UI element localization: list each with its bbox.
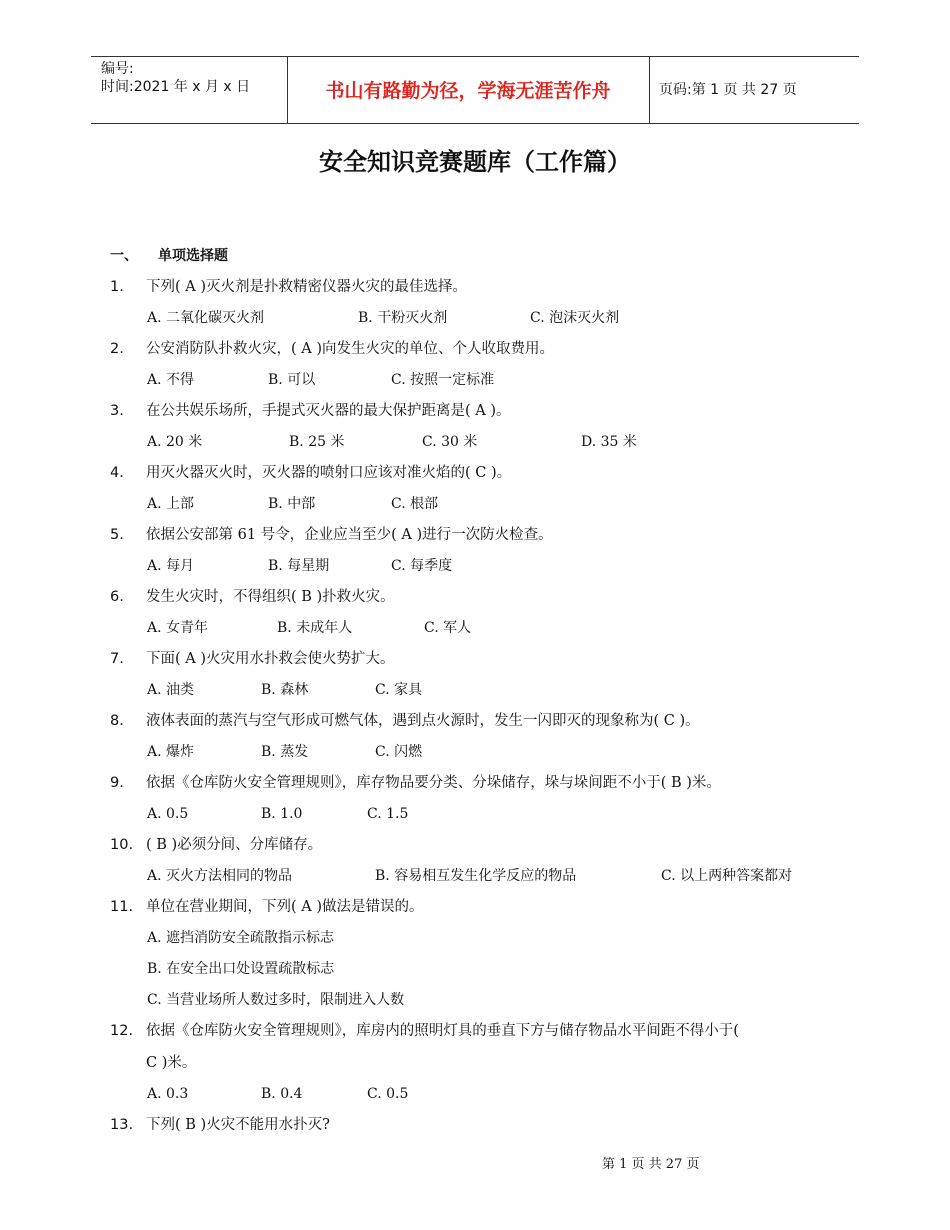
- question: [110, 400, 511, 422]
- header-meta-cell: [91, 57, 288, 123]
- question: [110, 276, 467, 298]
- question-text: 下列( A )灭火剂是扑救精密仪器火灾的最佳选择。: [146, 279, 468, 295]
- question-number: 12.: [110, 1023, 134, 1039]
- answer-option: C. 以上两种答案都对: [661, 868, 793, 884]
- question: [110, 586, 395, 608]
- answer-option: C. 每季度: [391, 558, 453, 574]
- page-footer: 第 1 页 共 27 页: [602, 1157, 700, 1172]
- answer-option: C. 30 米: [422, 434, 478, 450]
- section-number: 一、: [110, 248, 138, 264]
- header-motto-cell: [287, 57, 650, 123]
- answer-option: B. 未成年人: [277, 620, 353, 636]
- answer-option: A. 不得: [147, 372, 195, 388]
- question: [110, 648, 395, 670]
- question-text: 依据《仓库防火安全管理规则》，库房内的照明灯具的垂直下方与储存物品水平间距不得小于(: [146, 1023, 739, 1039]
- question: [110, 1020, 739, 1042]
- question-text: 液体表面的蒸汽与空气形成可燃气体，遇到点火源时，发生一闪即灭的现象称为( C )。: [146, 713, 700, 729]
- answer-option: C. 根部: [391, 496, 439, 512]
- answer-option: B. 森林: [261, 682, 309, 698]
- question-number: 3.: [110, 403, 124, 419]
- answer-option: A. 0.3: [147, 1086, 189, 1102]
- question-text: 在公共娱乐场所，手提式灭火器的最大保护距离是( A )。: [146, 403, 511, 419]
- serial-number-label: 编号:: [101, 61, 134, 77]
- answer-option: B. 25 米: [289, 434, 345, 450]
- question-number: 9.: [110, 775, 124, 791]
- header-page-cell: [649, 57, 859, 123]
- question: [110, 462, 511, 484]
- question: [110, 524, 553, 546]
- section-label: 单项选择题: [158, 248, 228, 264]
- question-number: 4.: [110, 465, 124, 481]
- question-number: 5.: [110, 527, 124, 543]
- answer-option: A. 爆炸: [147, 744, 195, 760]
- question-text: 单位在营业期间，下列( A )做法是错误的。: [146, 899, 424, 915]
- question-text: 下面( A )火灾用水扑救会使火势扩大。: [146, 651, 395, 667]
- question: [110, 338, 554, 360]
- question-number: 13.: [110, 1117, 134, 1133]
- answer-option: A. 遮挡消防安全疏散指示标志: [147, 930, 335, 946]
- answer-option: B. 在安全出口处设置疏散标志: [147, 961, 335, 977]
- answer-option: C. 军人: [424, 620, 472, 636]
- question-number: 1.: [110, 279, 124, 295]
- question: [110, 710, 700, 732]
- question-text: 依据《仓库防火安全管理规则》，库存物品要分类、分垛储存，垛与垛间距不小于( B )米。: [146, 775, 721, 791]
- answer-option: C. 闪燃: [375, 744, 423, 760]
- question-text: 用灭火器灭火时，灭火器的喷射口应该对准火焰的( C )。: [146, 465, 512, 481]
- question-text: 依据公安部第 61 号令，企业应当至少( A )进行一次防火检查。: [146, 527, 553, 543]
- question-number: 2.: [110, 341, 124, 357]
- document-title: 安全知识竞赛题库（工作篇）: [319, 148, 631, 176]
- answer-option: C. 0.5: [367, 1086, 409, 1102]
- answer-option: A. 女青年: [147, 620, 209, 636]
- question-number: 8.: [110, 713, 124, 729]
- answer-option: B. 可以: [268, 372, 316, 388]
- question-text: C )米。: [146, 1055, 197, 1071]
- answer-option: B. 容易相互发生化学反应的物品: [375, 868, 577, 884]
- answer-option: B. 干粉灭火剂: [358, 310, 448, 326]
- question-number: 10.: [110, 837, 134, 853]
- answer-option: A. 0.5: [147, 806, 189, 822]
- question: [110, 896, 424, 918]
- question-text: ( B )必须分间、分库储存。: [146, 837, 323, 853]
- question-number: 7.: [110, 651, 124, 667]
- answer-option: A. 20 米: [147, 434, 203, 450]
- question: [110, 772, 721, 794]
- answer-option: C. 家具: [375, 682, 423, 698]
- answer-option: B. 每星期: [268, 558, 330, 574]
- answer-option: A. 每月: [147, 558, 195, 574]
- answer-option: A. 上部: [147, 496, 195, 512]
- question-text-continued: [146, 1052, 196, 1074]
- answer-option: A. 灭火方法相同的物品: [147, 868, 293, 884]
- question: [110, 1114, 330, 1136]
- question-number: 6.: [110, 589, 124, 605]
- answer-option: C. 1.5: [367, 806, 409, 822]
- section-heading: [110, 246, 228, 266]
- question-text: 下列( B )火灾不能用水扑灭?: [146, 1117, 330, 1133]
- question-text: 公安消防队扑救火灾，( A )向发生火灾的单位、个人收取费用。: [146, 341, 555, 357]
- answer-option: B. 1.0: [261, 806, 303, 822]
- page-info: 页码:第 1 页 共 27 页: [659, 82, 797, 98]
- answer-option: A. 油类: [147, 682, 195, 698]
- answer-option: C. 当营业场所人数过多时，限制进入人数: [147, 992, 405, 1008]
- question-number: 11.: [110, 899, 134, 915]
- header-table: [91, 56, 859, 124]
- question-text: 发生火灾时，不得组织( B )扑救火灾。: [146, 589, 395, 605]
- motto-text: 书山有路勤为径，学海无涯苦作舟: [325, 80, 611, 102]
- question: [110, 834, 322, 856]
- answer-option: D. 35 米: [581, 434, 637, 450]
- answer-option: B. 蒸发: [261, 744, 309, 760]
- answer-option: C. 按照一定标准: [391, 372, 495, 388]
- answer-option: C. 泡沫灭火剂: [530, 310, 620, 326]
- answer-option: A. 二氧化碳灭火剂: [147, 310, 265, 326]
- date-label: 时间:2021 年 x 月 x 日: [101, 79, 251, 95]
- answer-option: B. 0.4: [261, 1086, 303, 1102]
- answer-option: B. 中部: [268, 496, 316, 512]
